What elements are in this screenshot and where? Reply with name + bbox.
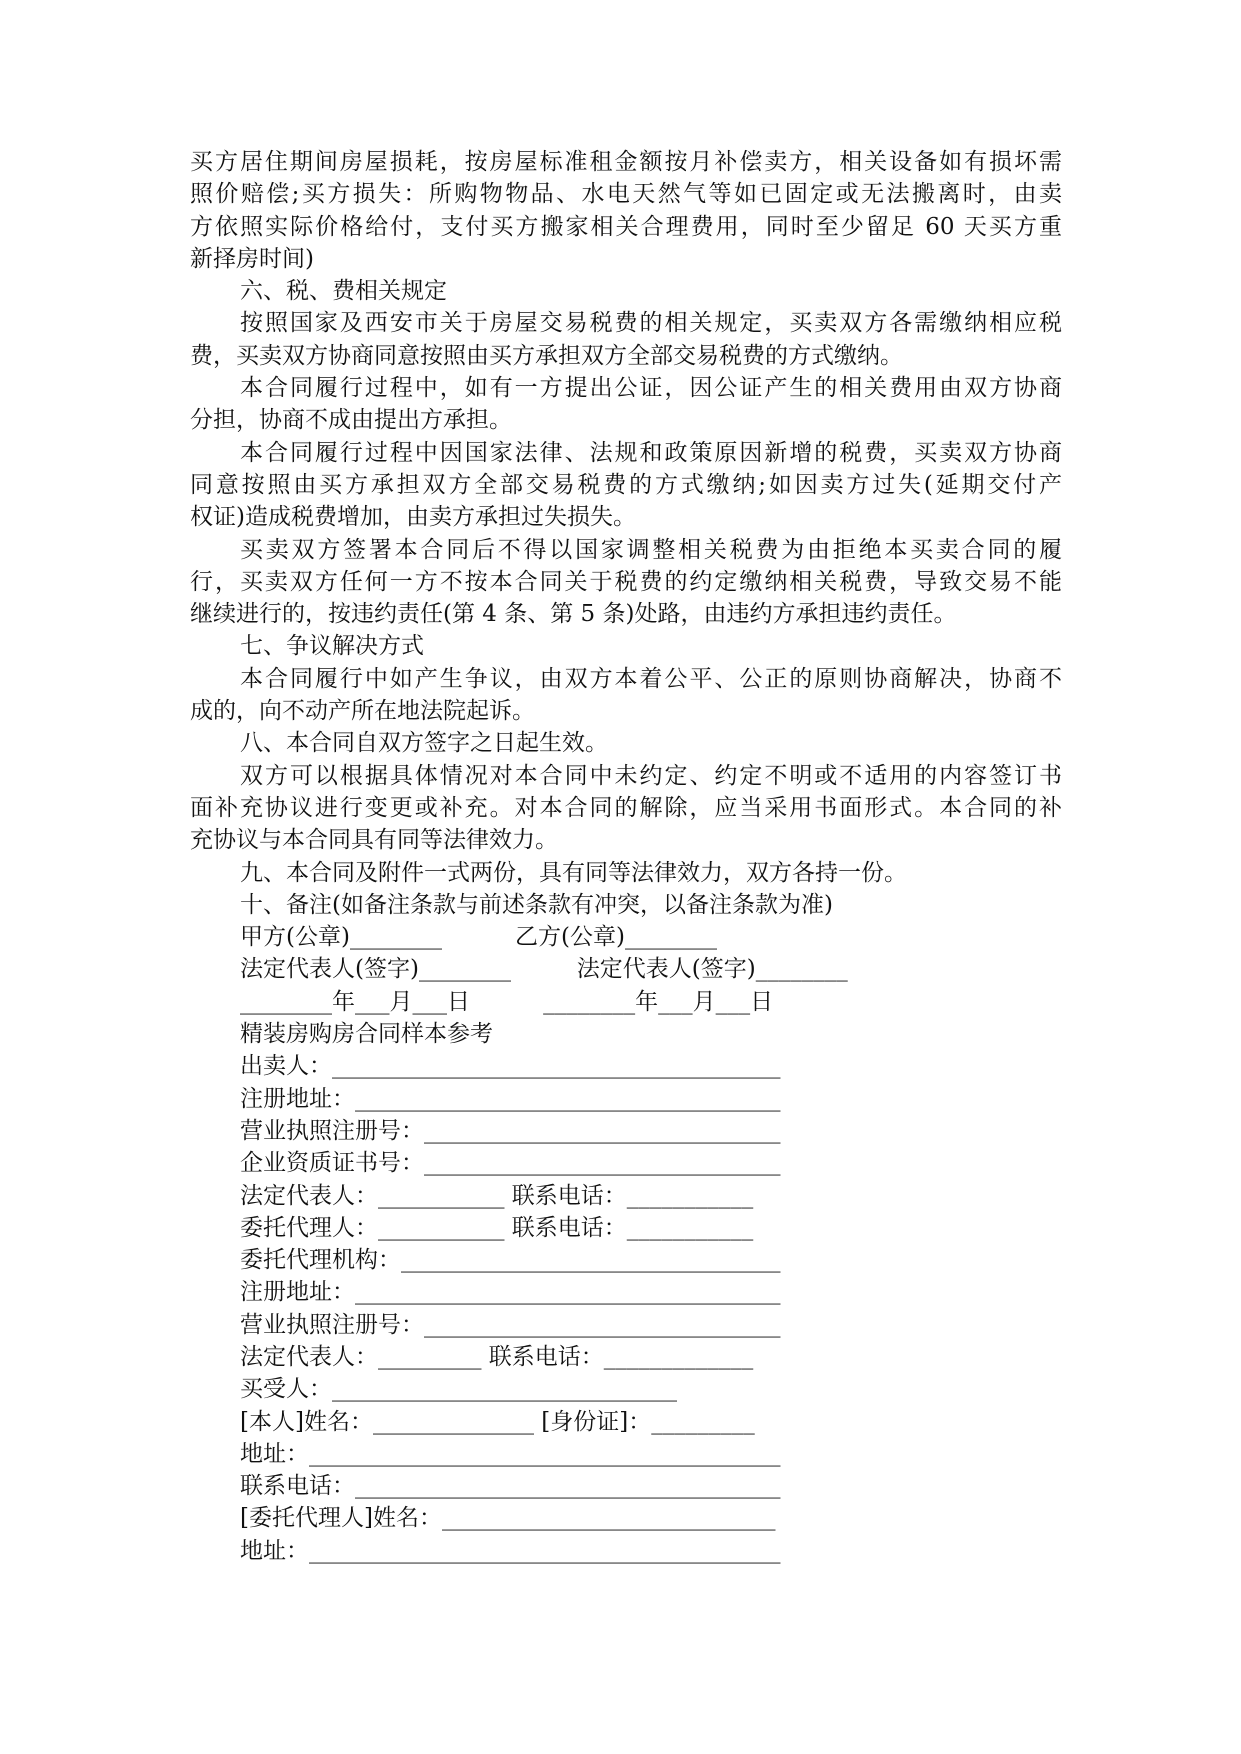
text-line: 面补充协议进行变更或补充。对本合同的解除，应当采用书面形式。本合同的补 [190, 794, 1062, 821]
text-line: 按照国家及西安市关于房屋交易税费的相关规定，买卖双方各需缴纳相应税 [240, 310, 1062, 337]
form-field-line: 出卖人：_______________________________________ [240, 1053, 781, 1080]
text-line: 成的，向不动产所在地法院起诉。 [190, 698, 535, 725]
form-field-line: 买受人：______________________________ [240, 1376, 677, 1403]
text-line: 行，买卖双方任何一方不按本合同关于税费的约定缴纳相关税费，导致交易不能 [190, 568, 1062, 595]
text-line: 九、本合同及附件一式两份，具有同等法律效力，双方各持一份。 [240, 859, 907, 886]
text-line: 八、本合同自双方签字之日起生效。 [240, 730, 608, 757]
text-line: 本合同履行过程中，如有一方提出公证，因公证产生的相关费用由双方协商 [240, 375, 1062, 402]
form-field-line: 营业执照注册号：_______________________________ [240, 1311, 781, 1338]
form-field-line: 联系电话：_____________________________________ [240, 1473, 781, 1500]
form-field-line: 营业执照注册号：_______________________________ [240, 1117, 781, 1144]
form-field-line: 注册地址：_____________________________________ [240, 1279, 781, 1306]
form-field-line: 地址：_________________________________________ [240, 1537, 781, 1564]
text-line: 本合同履行中如产生争议，由双方本着公平、公正的原则协商解决，协商不 [240, 665, 1062, 692]
text-line: 照价赔偿;买方损失：所购物物品、水电天然气等如已固定或无法搬离时，由卖 [190, 181, 1062, 208]
form-field-line: 地址：_________________________________________ [240, 1440, 781, 1467]
form-field-line: 法定代表人：___________ 联系电话：___________ [240, 1182, 754, 1209]
text-line: 充协议与本合同具有同等法律效力。 [190, 827, 558, 854]
text-line: 买卖双方签署本合同后不得以国家调整相关税费为由拒绝本买卖合同的履 [240, 536, 1062, 563]
text-line: 买方居住期间房屋损耗，按房屋标准租金额按月补偿卖方，相关设备如有损坏需 [190, 149, 1062, 175]
document-page [190, 146, 1062, 1567]
text-line: 六、税、费相关规定 [240, 278, 447, 305]
form-field-line: 甲方(公章)________ 乙方(公章)________ [240, 924, 718, 951]
text-line: 继续进行的，按违约责任(第 4 条、第 5 条)处路，由违约方承担违约责任。 [190, 601, 957, 628]
text-line: 七、争议解决方式 [240, 633, 424, 660]
form-field-line: 委托代理机构：_________________________________ [240, 1247, 781, 1274]
text-line: 双方可以根据具体情况对本合同中未约定、约定不明或不适用的内容签订书 [240, 762, 1062, 789]
text-line: 精装房购房合同样本参考 [240, 1021, 493, 1048]
form-field-line: [本人]姓名：______________ [身份证]：_________ [240, 1408, 755, 1435]
text-line: 方依照实际价格给付，支付买方搬家相关合理费用，同时至少留足 60 天买方重 [190, 213, 1062, 240]
text-line: 本合同履行过程中因国家法律、法规和政策原因新增的税费，买卖双方协商 [240, 439, 1062, 466]
form-field-line: 注册地址：_____________________________________ [240, 1085, 781, 1112]
form-field-line: 委托代理人：___________ 联系电话：___________ [240, 1214, 754, 1241]
form-field-line: 企业资质证书号：_______________________________ [240, 1150, 781, 1177]
text-line: 同意按照由买方承担双方全部交易税费的方式缴纳;如因卖方过失(延期交付产 [190, 471, 1062, 498]
text-line: 新择房时间) [190, 245, 314, 272]
form-field-line: 法定代表人：_________ 联系电话：_____________ [240, 1343, 754, 1370]
text-line: 权证)造成税费增加，由卖方承担过失损失。 [190, 504, 636, 531]
form-field-line: ________年___月___日 ________年___月___日 [240, 988, 774, 1015]
form-field-line: 法定代表人(签字)________ 法定代表人(签字)________ [240, 956, 848, 983]
form-field-line: [委托代理人]姓名：_____________________________ [240, 1505, 776, 1532]
text-line: 分担，协商不成由提出方承担。 [190, 407, 512, 434]
text-line: 十、备注(如备注条款与前述条款有冲突，以备注条款为准) [240, 891, 833, 918]
text-line: 费，买卖双方协商同意按照由买方承担双方全部交易税费的方式缴纳。 [190, 342, 903, 369]
